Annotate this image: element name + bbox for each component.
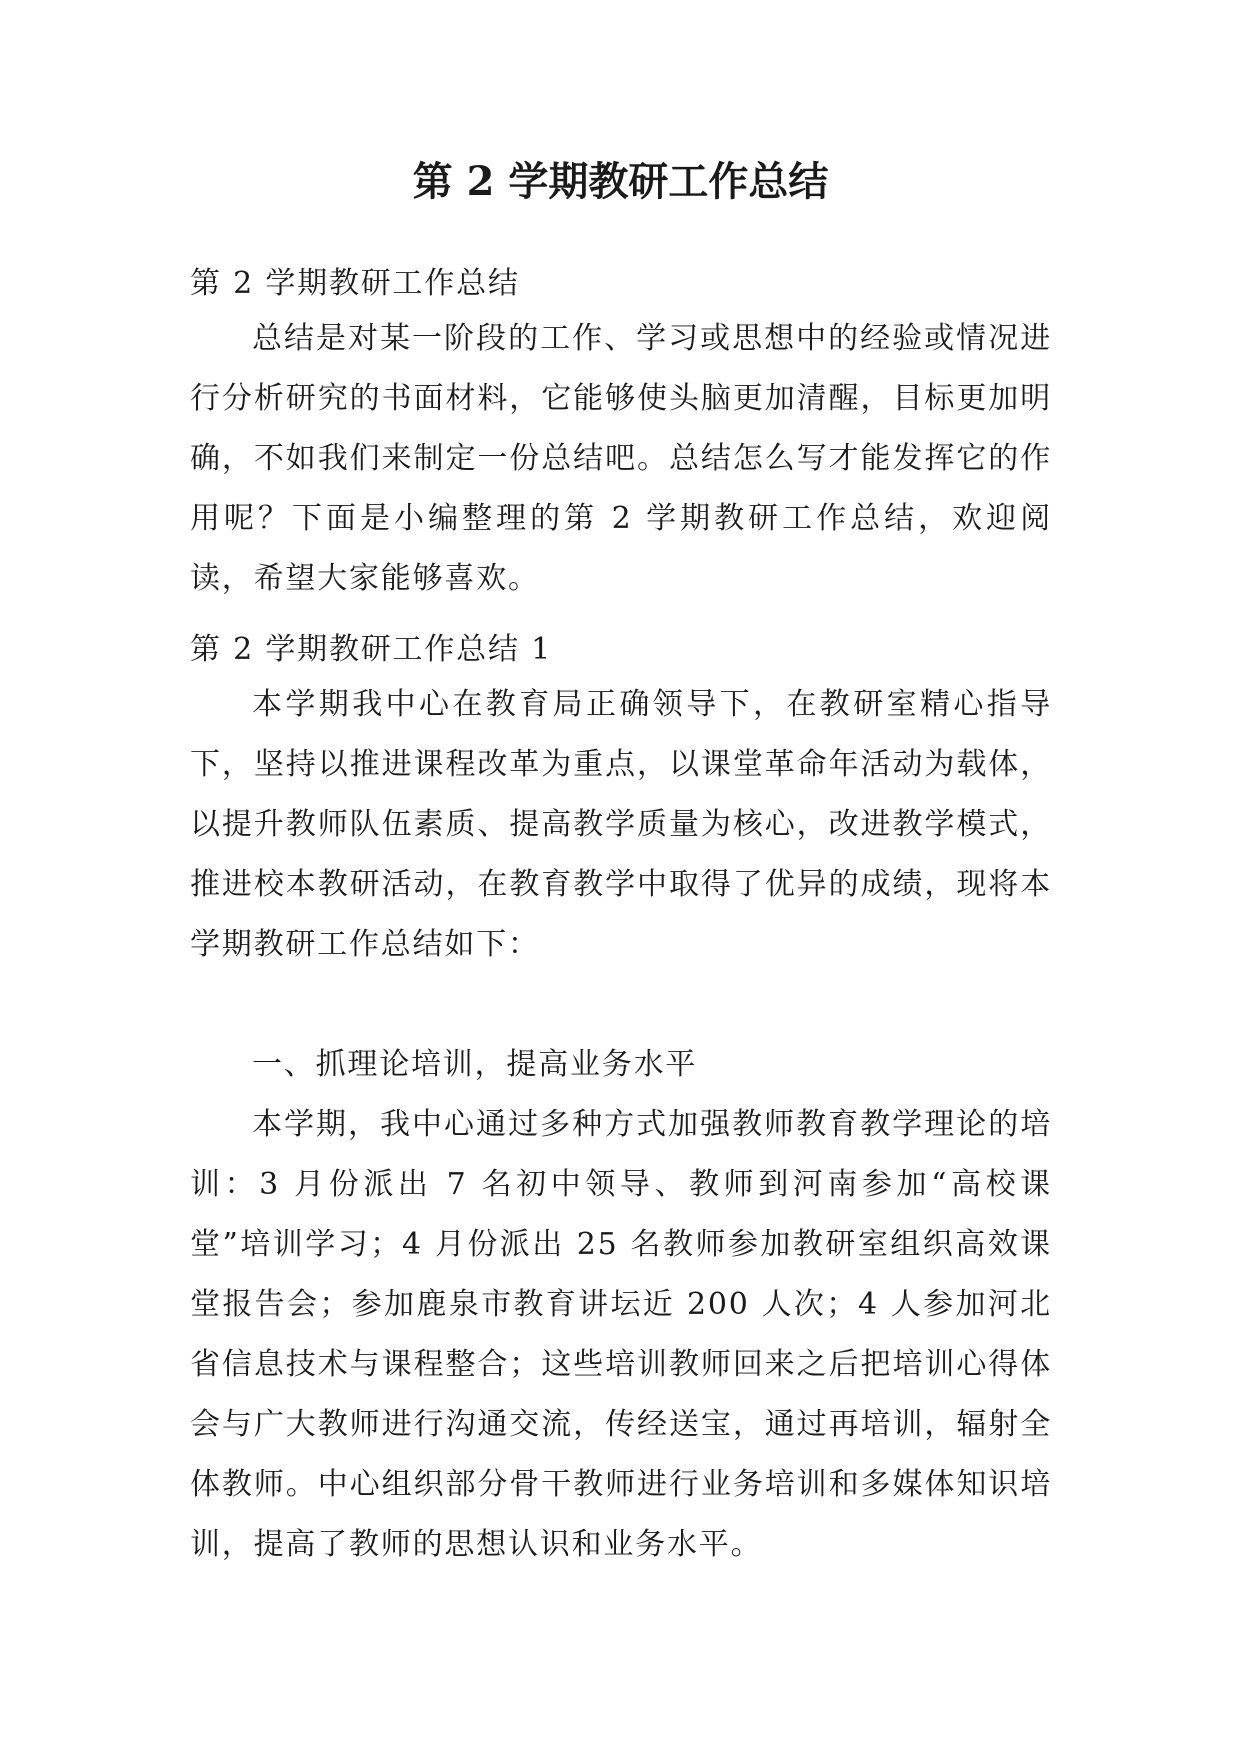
document-title: 第 2 学期教研工作总结 (412, 158, 829, 205)
section-heading-1: 第 2 学期教研工作总结 1 (190, 632, 552, 667)
intro-paragraph: 总结是对某一阶段的工作、学习或思想中的经验或情况进行分析研究的书面材料，它能够使头脑更加清醒，目标更加明确，不如我们来制定一份总结吧。总结怎么写才能发挥它的作用呢？下面是小编整理的第 2 学期教研工作总结，欢迎阅读，希望大家能够喜欢。 (190, 321, 1052, 596)
section1-paragraph-2: 本学期，我中心通过多种方式加强教师教育教学理论的培训：3 月份派出 7 名初中领导、教师到河南参加“高校课堂”培训学习；4 月份派出 25 名教师参加教研室组织高效课堂报告会；参加鹿泉市教育讲坛近 200 人次；4 人参加河北省信息技术与课程整合；这些培训教师回来之后把培训心得体会与广大教师进行沟通交流，传经送宝，通过再培训，辐射全体教师。中心组织部分骨干教师进行业务培训和多媒体知识培训，提高了教师的思想认识和业务水平。 (190, 1107, 1052, 1562)
section1-subheading-1: 一、抓理论培训，提高业务水平 (252, 1047, 698, 1082)
section1-paragraph-1: 本学期我中心在教育局正确领导下，在教研室精心指导下，坚持以推进课程改革为重点，以课堂革命年活动为载体，以提升教师队伍素质、提高教学质量为核心，改进教学模式，推进校本教研活动，在教育教学中取得了优异的成绩，现将本学期教研工作总结如下： (190, 687, 1052, 962)
document-subtitle: 第 2 学期教研工作总结 (190, 266, 520, 301)
